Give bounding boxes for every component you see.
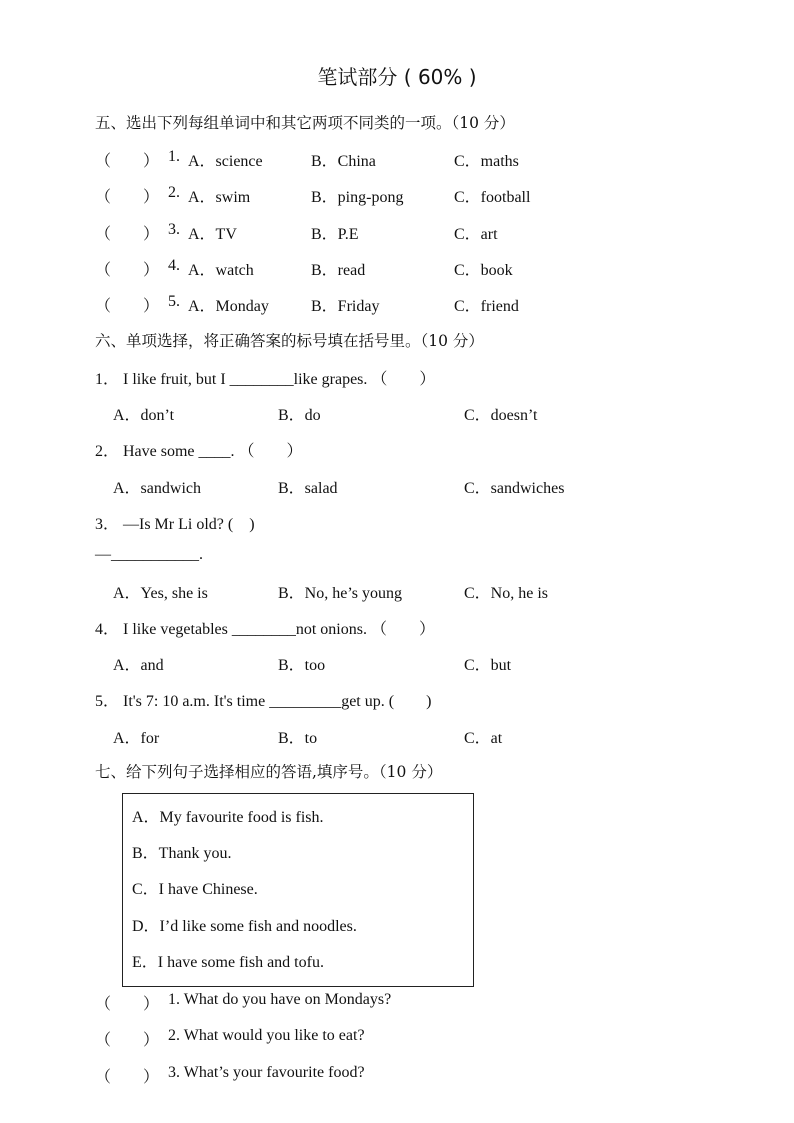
question-3-answer-line: —___________.: [95, 546, 203, 563]
option-a: A．Monday: [188, 298, 269, 315]
option-b: B．ping-pong: [311, 189, 404, 206]
question-4-text: 4． I like vegetables ________not onions. （ ）: [95, 621, 435, 638]
option-c: C．art: [454, 226, 498, 243]
q1-option-a: A．don’t: [113, 407, 175, 424]
answer-option-c: C．I have Chinese.: [132, 881, 258, 898]
q3-option-b: B．No, he’s young: [278, 585, 403, 602]
option-b: B．China: [311, 153, 376, 170]
q1-option-c: C．doesn’t: [464, 407, 538, 424]
option-a: A．watch: [188, 262, 254, 279]
q2-option-c: C．sandwiches: [464, 480, 565, 497]
answer-bracket[interactable]: （ ）: [95, 1069, 160, 1086]
q2-option-b: B．salad: [278, 480, 338, 497]
answer-option-b: B．Thank you.: [132, 845, 232, 862]
q5-option-b: B．to: [278, 730, 318, 747]
q4-option-c: C．but: [464, 657, 512, 674]
question-3-text: 3． —Is Mr Li old? ( ): [95, 516, 255, 533]
answer-option-a: A．My favourite food is fish.: [132, 809, 324, 826]
option-a: A．science: [188, 153, 263, 170]
answer-bracket[interactable]: （ ）: [95, 262, 160, 279]
q5-option-a: A．for: [113, 730, 160, 747]
answer-option-d: D．I’d like some fish and noodles.: [132, 918, 357, 935]
question-number: 2.: [168, 184, 180, 201]
answer-option-e: E．I have some fish and tofu.: [132, 954, 324, 971]
section7-heading: 七、给下列句子选择相应的答语,填序号。（10 分）: [95, 763, 443, 781]
option-c: C．maths: [454, 153, 519, 170]
question-number: 3.: [168, 221, 180, 238]
answer-bracket[interactable]: （ ）: [95, 153, 160, 170]
answer-options-box: [122, 793, 474, 987]
question-number: 4.: [168, 257, 180, 274]
q4-option-a: A．and: [113, 657, 164, 674]
option-c: C．football: [454, 189, 531, 206]
question-text: 3. What’s your favourite food?: [168, 1064, 365, 1081]
question-number: 1.: [168, 148, 180, 165]
q3-option-c: C．No, he is: [464, 585, 549, 602]
option-c: C．friend: [454, 298, 519, 315]
q2-option-a: A．sandwich: [113, 480, 201, 497]
option-c: C．book: [454, 262, 513, 279]
option-b: B．Friday: [311, 298, 380, 315]
answer-bracket[interactable]: （ ）: [95, 226, 160, 243]
option-a: A．TV: [188, 226, 237, 243]
answer-bracket[interactable]: （ ）: [95, 298, 160, 315]
answer-bracket[interactable]: （ ）: [95, 189, 160, 206]
q5-option-c: C．at: [464, 730, 503, 747]
section5-heading: 五、选出下列每组单词中和其它两项不同类的一项。（10 分）: [95, 114, 515, 132]
option-b: B．P.E: [311, 226, 359, 243]
question-1-text: 1． I like fruit, but I ________like grapes. （ ）: [95, 371, 436, 388]
answer-bracket[interactable]: （ ）: [95, 996, 160, 1013]
page-title: 笔试部分 ( 60% ): [317, 65, 477, 89]
option-b: B．read: [311, 262, 366, 279]
q4-option-b: B．too: [278, 657, 326, 674]
question-text: 1. What do you have on Mondays?: [168, 991, 392, 1008]
q1-option-b: B．do: [278, 407, 321, 424]
question-2-text: 2． Have some ____. （ ）: [95, 443, 303, 460]
question-5-text: 5． It's 7: 10 a.m. It's time _________get up. ( ): [95, 693, 432, 710]
option-a: A．swim: [188, 189, 251, 206]
answer-bracket[interactable]: （ ）: [95, 1032, 160, 1049]
q3-option-a: A．Yes, she is: [113, 585, 208, 602]
section6-heading: 六、单项选择，将正确答案的标号填在括号里。（10 分）: [95, 332, 484, 350]
question-text: 2. What would you like to eat?: [168, 1027, 365, 1044]
question-number: 5.: [168, 293, 180, 310]
